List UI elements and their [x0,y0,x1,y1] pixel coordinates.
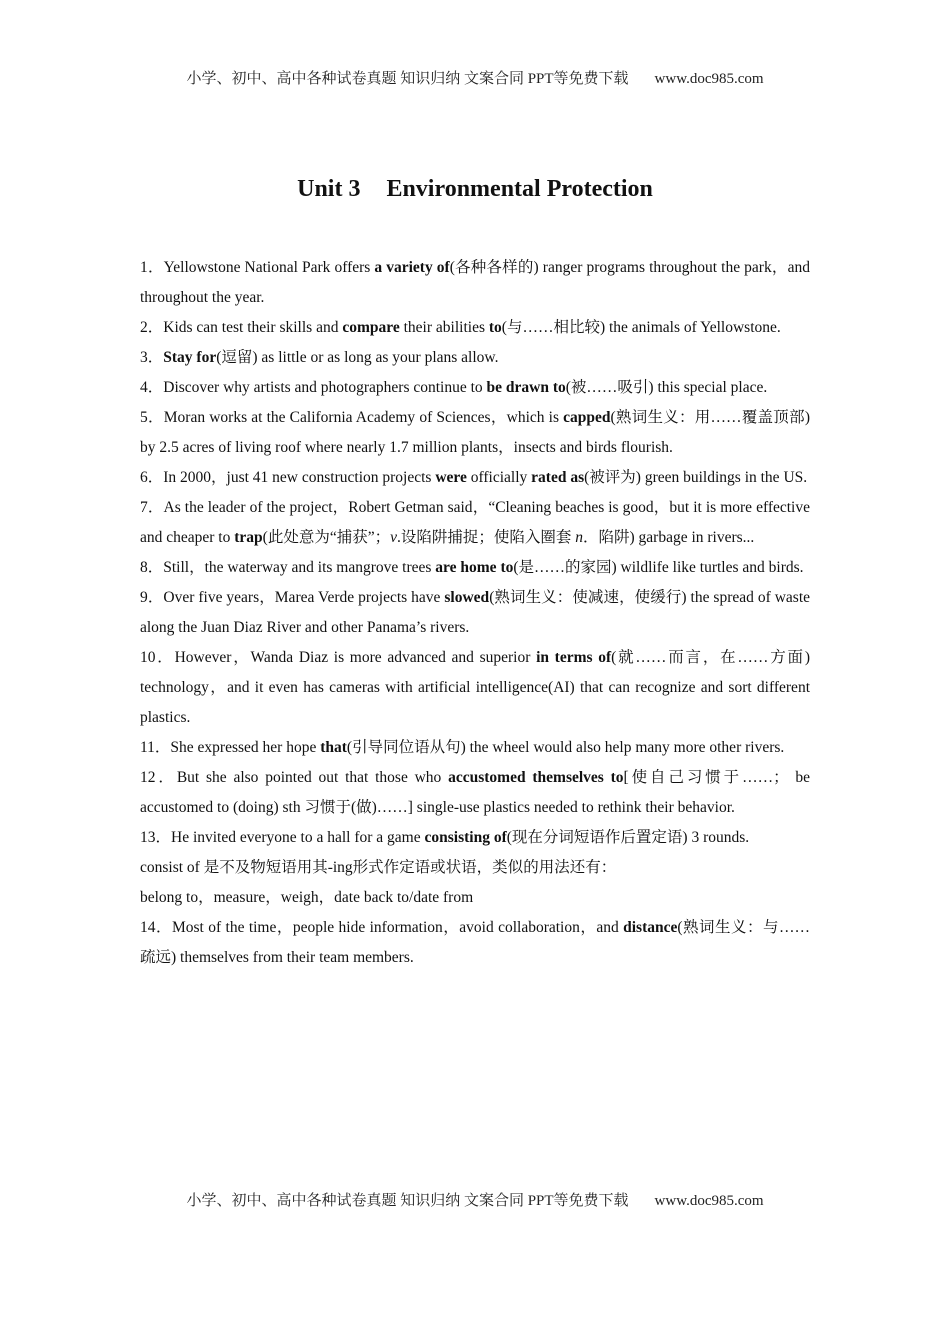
key-phrase: compare [342,319,400,336]
key-phrase: trap [234,529,263,546]
key-phrase: a variety of [374,259,450,276]
sentence-item [140,343,810,373]
key-phrase: accustomed themselves to [448,769,624,786]
sentence-text: (熟词生义：用……覆盖顶部) by 2.5 acres of living roof where nearly 1.7 million plants，insects and birds flourish. [140,409,810,456]
key-phrase: rated as [531,469,585,486]
sentence-text: 6．In 2000，just 41 new construction projects [140,469,436,486]
title-unit: Unit 3 [297,176,361,202]
sentence-text: 3． [140,349,164,366]
sentence-text: (与……相比较) the animals of Yellowstone. [501,319,781,336]
sentence-text: 9．Over five years，Marea Verde projects have [140,589,445,606]
key-phrase: Stay for [163,349,217,366]
sentence-text: 2．Kids can test their skills and [140,319,343,336]
sentence-text: (熟词生义：使减速，使缓行) the spread of waste along the Juan Diaz River and other Panama’s rivers. [140,589,811,636]
footer-text: 小学、初中、高中各种试卷真题 知识归纳 文案合同 PPT等免费下载 [186,1193,629,1209]
sentence-text: (此处意为“捕获”； [262,529,391,546]
sentence-text: (各种各样的) ranger programs throughout the park，and throughout the year. [140,259,810,306]
header-url[interactable]: www.doc985.com [654,71,764,87]
sentence-item [140,583,810,643]
sentence-item [140,553,810,583]
key-phrase: slowed [444,589,490,606]
sentence-text: (被……吸引) this special place. [565,379,768,396]
sentence-item [140,463,810,493]
sentence-text: (现在分词短语作后置定语) 3 rounds. [506,829,750,846]
sentence-text: their abilities [399,319,489,336]
page-footer [0,1191,950,1211]
sentence-text: consist of 是不及物短语用其-ing形式作定语或状语，类似的用法还有： [140,859,617,876]
key-phrase: were [435,469,467,486]
key-phrase: capped [563,409,611,426]
sentence-text: (熟词生义：与……疏远) themselves from their team members. [140,919,810,966]
key-phrase: in terms of [536,649,612,666]
sentence-item [140,853,810,883]
sentence-item [140,643,810,733]
sentence-text: 12．But she also pointed out that those who [140,769,449,786]
sentence-item [140,373,810,403]
sentence-text: 5．Moran works at the California Academy of Sciences，which is [140,409,564,426]
key-phrase: distance [623,919,678,936]
sentence-text: (是……的家园) wildlife like turtles and birds. [513,559,804,576]
key-phrase: consisting of [424,829,507,846]
sentence-text: [使自己习惯于……； be accustomed to (doing) sth 习惯于(做)……] single-use plastics needed to rethink their behavior. [140,769,811,816]
sentence-text: ．陷阱) garbage in rivers... [583,529,755,546]
page-title [0,172,950,206]
sentence-list [140,253,810,973]
sentence-item [140,253,810,313]
sentence-text: 8．Still，the waterway and its mangrove trees [140,559,436,576]
sentence-text: officially [466,469,532,486]
sentence-text: (逗留) as little or as long as your plans allow. [216,349,499,366]
footer-url[interactable]: www.doc985.com [654,1193,764,1209]
part-of-speech: v [390,529,397,546]
sentence-item [140,403,810,463]
sentence-text: .设陷阱捕捉；使陷入圈套 [396,529,576,546]
key-phrase: to [488,319,502,336]
sentence-text: 4．Discover why artists and photographers continue to [140,379,487,396]
sentence-text: (引导同位语从句) the wheel would also help many more other rivers. [346,739,785,756]
sentence-item [140,823,810,853]
sentence-item [140,733,810,763]
sentence-text: 10．However，Wanda Diaz is more advanced and superior [140,649,537,666]
page-header [0,69,950,89]
sentence-text: 13．He invited everyone to a hall for a game [140,829,425,846]
part-of-speech: n [575,529,583,546]
sentence-text: belong to，measure，weigh，date back to/date from [140,889,474,906]
sentence-text: (被评为) green buildings in the US. [584,469,808,486]
sentence-text: 1．Yellowstone National Park offers [140,259,375,276]
title-name: Environmental Protection [386,176,653,202]
sentence-text: (就……而言，在……方面) technology，and it even has cameras with artificial intelligence(AI) that can recognize and sort different plastics. [140,649,811,726]
key-phrase: that [320,739,347,756]
sentence-item [140,493,810,553]
sentence-text: 7．As the leader of the project，Robert Getman said，“Cleaning beaches is good，but it is more effective and cheaper to [140,499,810,546]
sentence-item [140,763,810,823]
header-text: 小学、初中、高中各种试卷真题 知识归纳 文案合同 PPT等免费下载 [186,71,629,87]
sentence-text: 11．She expressed her hope [140,739,321,756]
sentence-item [140,883,810,913]
key-phrase: are home to [435,559,514,576]
key-phrase: be drawn to [486,379,566,396]
sentence-item [140,913,810,973]
sentence-text: 14．Most of the time，people hide information，avoid collaboration，and [140,919,624,936]
sentence-item [140,313,810,343]
